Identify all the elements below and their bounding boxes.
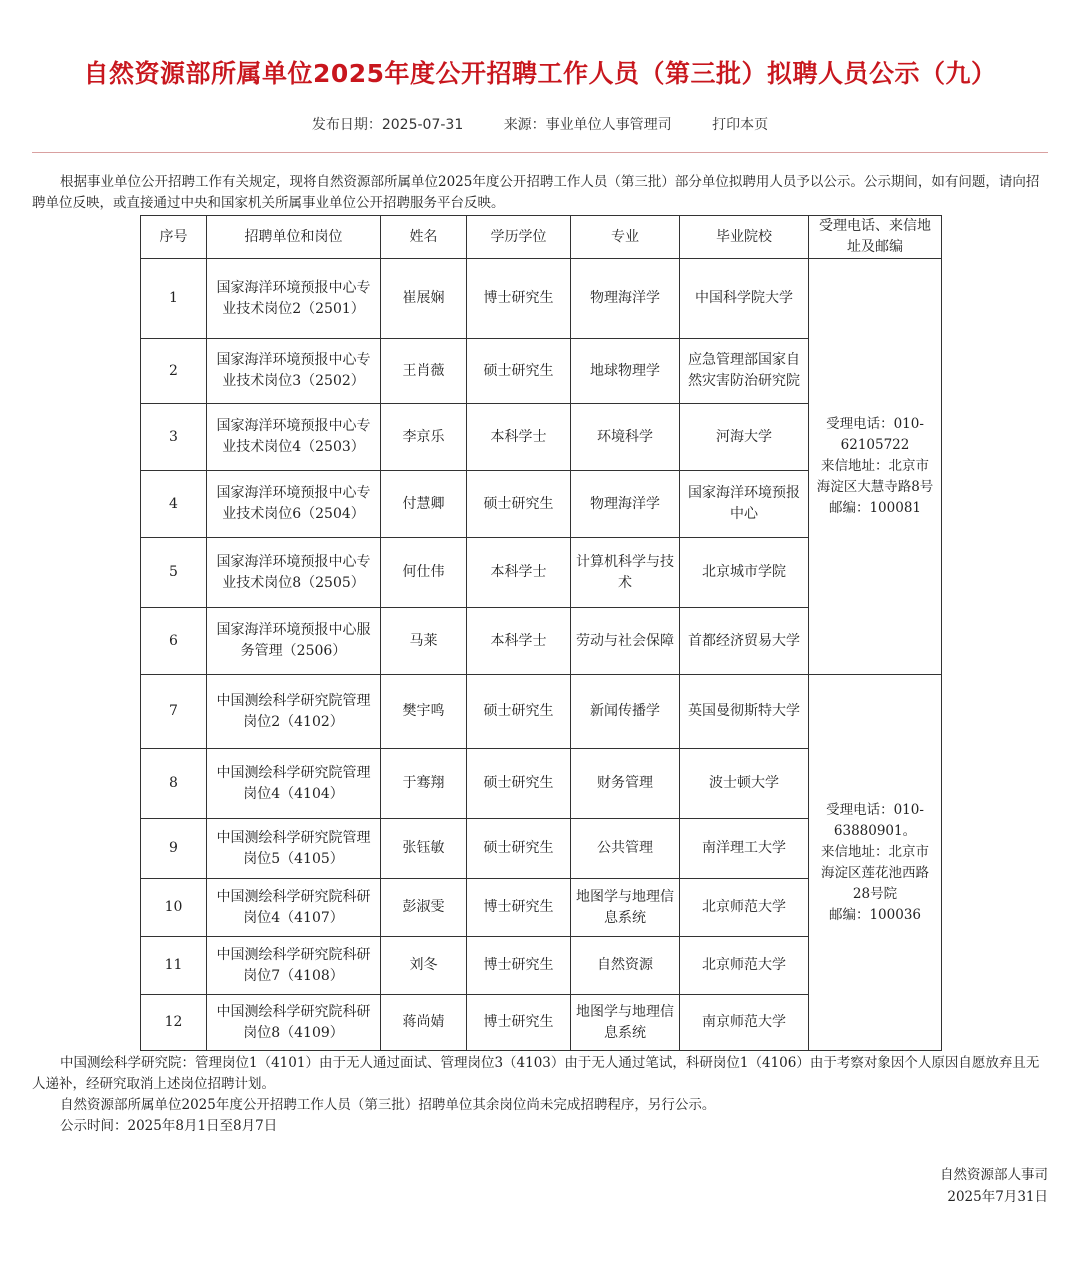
source: 来源：事业单位人事管理司 bbox=[503, 117, 672, 133]
intro-paragraph: 根据事业单位公开招聘工作有关规定，现将自然资源部所属单位2025年度公开招聘工作人员（第三批）部分单位拟聘用人员予以公示。公示期间，如有问题，请向招聘单位反映，或直接通过中央和国家机关所属事业单位公开招聘服务平台反映。 bbox=[32, 174, 1040, 211]
contact-postcode: 邮编：100081 bbox=[828, 500, 922, 516]
header-cell: 受理电话、来信地址及邮编 bbox=[809, 216, 942, 259]
candidate-name: 崔展娴 bbox=[381, 259, 467, 339]
unit-position: 国家海洋环境预报中心服务管理（2506） bbox=[207, 608, 381, 675]
table-row bbox=[141, 675, 942, 749]
row-number: 6 bbox=[141, 608, 207, 675]
signature-org: 自然资源部人事司 bbox=[940, 1167, 1048, 1183]
school: 北京师范大学 bbox=[680, 879, 809, 937]
major: 自然资源 bbox=[571, 937, 680, 995]
degree: 博士研究生 bbox=[467, 995, 571, 1051]
table-header-row bbox=[141, 216, 942, 259]
candidate-name: 樊宇鸣 bbox=[381, 675, 467, 749]
unit-position: 中国测绘科学研究院管理岗位5（4105） bbox=[207, 819, 381, 879]
note-cancelled-positions: 中国测绘科学研究院：管理岗位1（4101）由于无人通过面试、管理岗位3（4103）由于无人通过笔试，科研岗位1（4106）由于考察对象因个人原因自愿放弃且无人递补，经研究取消上述岗位招聘计划。 bbox=[32, 1055, 1040, 1092]
candidate-name: 王肖薇 bbox=[381, 339, 467, 404]
candidate-name: 李京乐 bbox=[381, 404, 467, 471]
unit-position: 中国测绘科学研究院科研岗位8（4109） bbox=[207, 995, 381, 1051]
divider bbox=[32, 152, 1048, 153]
contact-address: 来信地址：北京市海淀区莲花池西路28号院 bbox=[821, 843, 929, 902]
major: 计算机科学与技术 bbox=[571, 538, 680, 608]
article-meta bbox=[0, 114, 1080, 134]
school: 波士顿大学 bbox=[680, 749, 809, 819]
candidate-name: 蒋尚婧 bbox=[381, 995, 467, 1051]
degree: 博士研究生 bbox=[467, 937, 571, 995]
school: 河海大学 bbox=[680, 404, 809, 471]
major: 物理海洋学 bbox=[571, 259, 680, 339]
row-number: 11 bbox=[141, 937, 207, 995]
major: 地图学与地理信息系统 bbox=[571, 879, 680, 937]
contact-phone: 受理电话：010-62105722 bbox=[826, 416, 924, 453]
degree: 博士研究生 bbox=[467, 259, 571, 339]
signature-block bbox=[940, 1164, 1048, 1208]
unit-position: 中国测绘科学研究院管理岗位4（4104） bbox=[207, 749, 381, 819]
degree: 硕士研究生 bbox=[467, 675, 571, 749]
unit-position: 国家海洋环境预报中心专业技术岗位3（2502） bbox=[207, 339, 381, 404]
candidate-name: 刘冬 bbox=[381, 937, 467, 995]
unit-position: 国家海洋环境预报中心专业技术岗位4（2503） bbox=[207, 404, 381, 471]
publish-date: 发布日期：2025-07-31 bbox=[311, 117, 464, 133]
row-number: 7 bbox=[141, 675, 207, 749]
candidate-name: 付慧卿 bbox=[381, 471, 467, 538]
header-cell: 专业 bbox=[571, 216, 680, 259]
major: 财务管理 bbox=[571, 749, 680, 819]
candidate-table bbox=[140, 215, 942, 1051]
contact-postcode: 邮编：100036 bbox=[828, 906, 922, 923]
header-cell: 姓名 bbox=[381, 216, 467, 259]
contact-address: 来信地址：北京市海淀区大慧寺路8号 bbox=[816, 458, 934, 495]
degree: 本科学士 bbox=[467, 608, 571, 675]
school: 国家海洋环境预报中心 bbox=[680, 471, 809, 538]
row-number: 8 bbox=[141, 749, 207, 819]
contact-cell-surveying bbox=[809, 675, 942, 1051]
contact-cell-oceanic bbox=[809, 259, 942, 675]
major: 公共管理 bbox=[571, 819, 680, 879]
candidate-name: 马莱 bbox=[381, 608, 467, 675]
degree: 硕士研究生 bbox=[467, 471, 571, 538]
degree: 硕士研究生 bbox=[467, 749, 571, 819]
candidate-name: 张钰敏 bbox=[381, 819, 467, 879]
unit-position: 国家海洋环境预报中心专业技术岗位2（2501） bbox=[207, 259, 381, 339]
note-publicity-period: 公示时间：2025年8月1日至8月7日 bbox=[60, 1118, 278, 1134]
school: 南京师范大学 bbox=[680, 995, 809, 1051]
row-number: 10 bbox=[141, 879, 207, 937]
major: 环境科学 bbox=[571, 404, 680, 471]
school: 首都经济贸易大学 bbox=[680, 608, 809, 675]
note-remaining-positions: 自然资源部所属单位2025年度公开招聘工作人员（第三批）招聘单位其余岗位尚未完成招聘程序，另行公示。 bbox=[60, 1097, 716, 1113]
page-title: 自然资源部所属单位2025年度公开招聘工作人员（第三批）拟聘人员公示（九） bbox=[83, 59, 997, 88]
unit-position: 国家海洋环境预报中心专业技术岗位8（2505） bbox=[207, 538, 381, 608]
school: 南洋理工大学 bbox=[680, 819, 809, 879]
header-cell: 学历学位 bbox=[467, 216, 571, 259]
header-cell: 序号 bbox=[141, 216, 207, 259]
print-page-link[interactable]: 打印本页 bbox=[712, 117, 769, 133]
row-number: 5 bbox=[141, 538, 207, 608]
degree: 本科学士 bbox=[467, 538, 571, 608]
header-cell: 毕业院校 bbox=[680, 216, 809, 259]
unit-position: 国家海洋环境预报中心专业技术岗位6（2504） bbox=[207, 471, 381, 538]
candidate-name: 彭淑雯 bbox=[381, 879, 467, 937]
row-number: 4 bbox=[141, 471, 207, 538]
degree: 硕士研究生 bbox=[467, 339, 571, 404]
degree: 本科学士 bbox=[467, 404, 571, 471]
major: 物理海洋学 bbox=[571, 471, 680, 538]
contact-phone: 受理电话：010-63880901。 bbox=[826, 801, 924, 839]
candidate-name: 何仕伟 bbox=[381, 538, 467, 608]
unit-position: 中国测绘科学研究院管理岗位2（4102） bbox=[207, 675, 381, 749]
table-row bbox=[141, 259, 942, 339]
school: 应急管理部国家自然灾害防治研究院 bbox=[680, 339, 809, 404]
school: 北京师范大学 bbox=[680, 937, 809, 995]
major: 新闻传播学 bbox=[571, 675, 680, 749]
unit-position: 中国测绘科学研究院科研岗位4（4107） bbox=[207, 879, 381, 937]
major: 地图学与地理信息系统 bbox=[571, 995, 680, 1051]
degree: 硕士研究生 bbox=[467, 819, 571, 879]
candidate-name: 于骞翔 bbox=[381, 749, 467, 819]
footnotes bbox=[32, 1053, 1050, 1137]
school: 中国科学院大学 bbox=[680, 259, 809, 339]
school: 英国曼彻斯特大学 bbox=[680, 675, 809, 749]
school: 北京城市学院 bbox=[680, 538, 809, 608]
header-cell: 招聘单位和岗位 bbox=[207, 216, 381, 259]
row-number: 1 bbox=[141, 259, 207, 339]
degree: 博士研究生 bbox=[467, 879, 571, 937]
row-number: 12 bbox=[141, 995, 207, 1051]
row-number: 3 bbox=[141, 404, 207, 471]
unit-position: 中国测绘科学研究院科研岗位7（4108） bbox=[207, 937, 381, 995]
major: 劳动与社会保障 bbox=[571, 608, 680, 675]
row-number: 9 bbox=[141, 819, 207, 879]
signature-date: 2025年7月31日 bbox=[947, 1189, 1048, 1205]
row-number: 2 bbox=[141, 339, 207, 404]
major: 地球物理学 bbox=[571, 339, 680, 404]
